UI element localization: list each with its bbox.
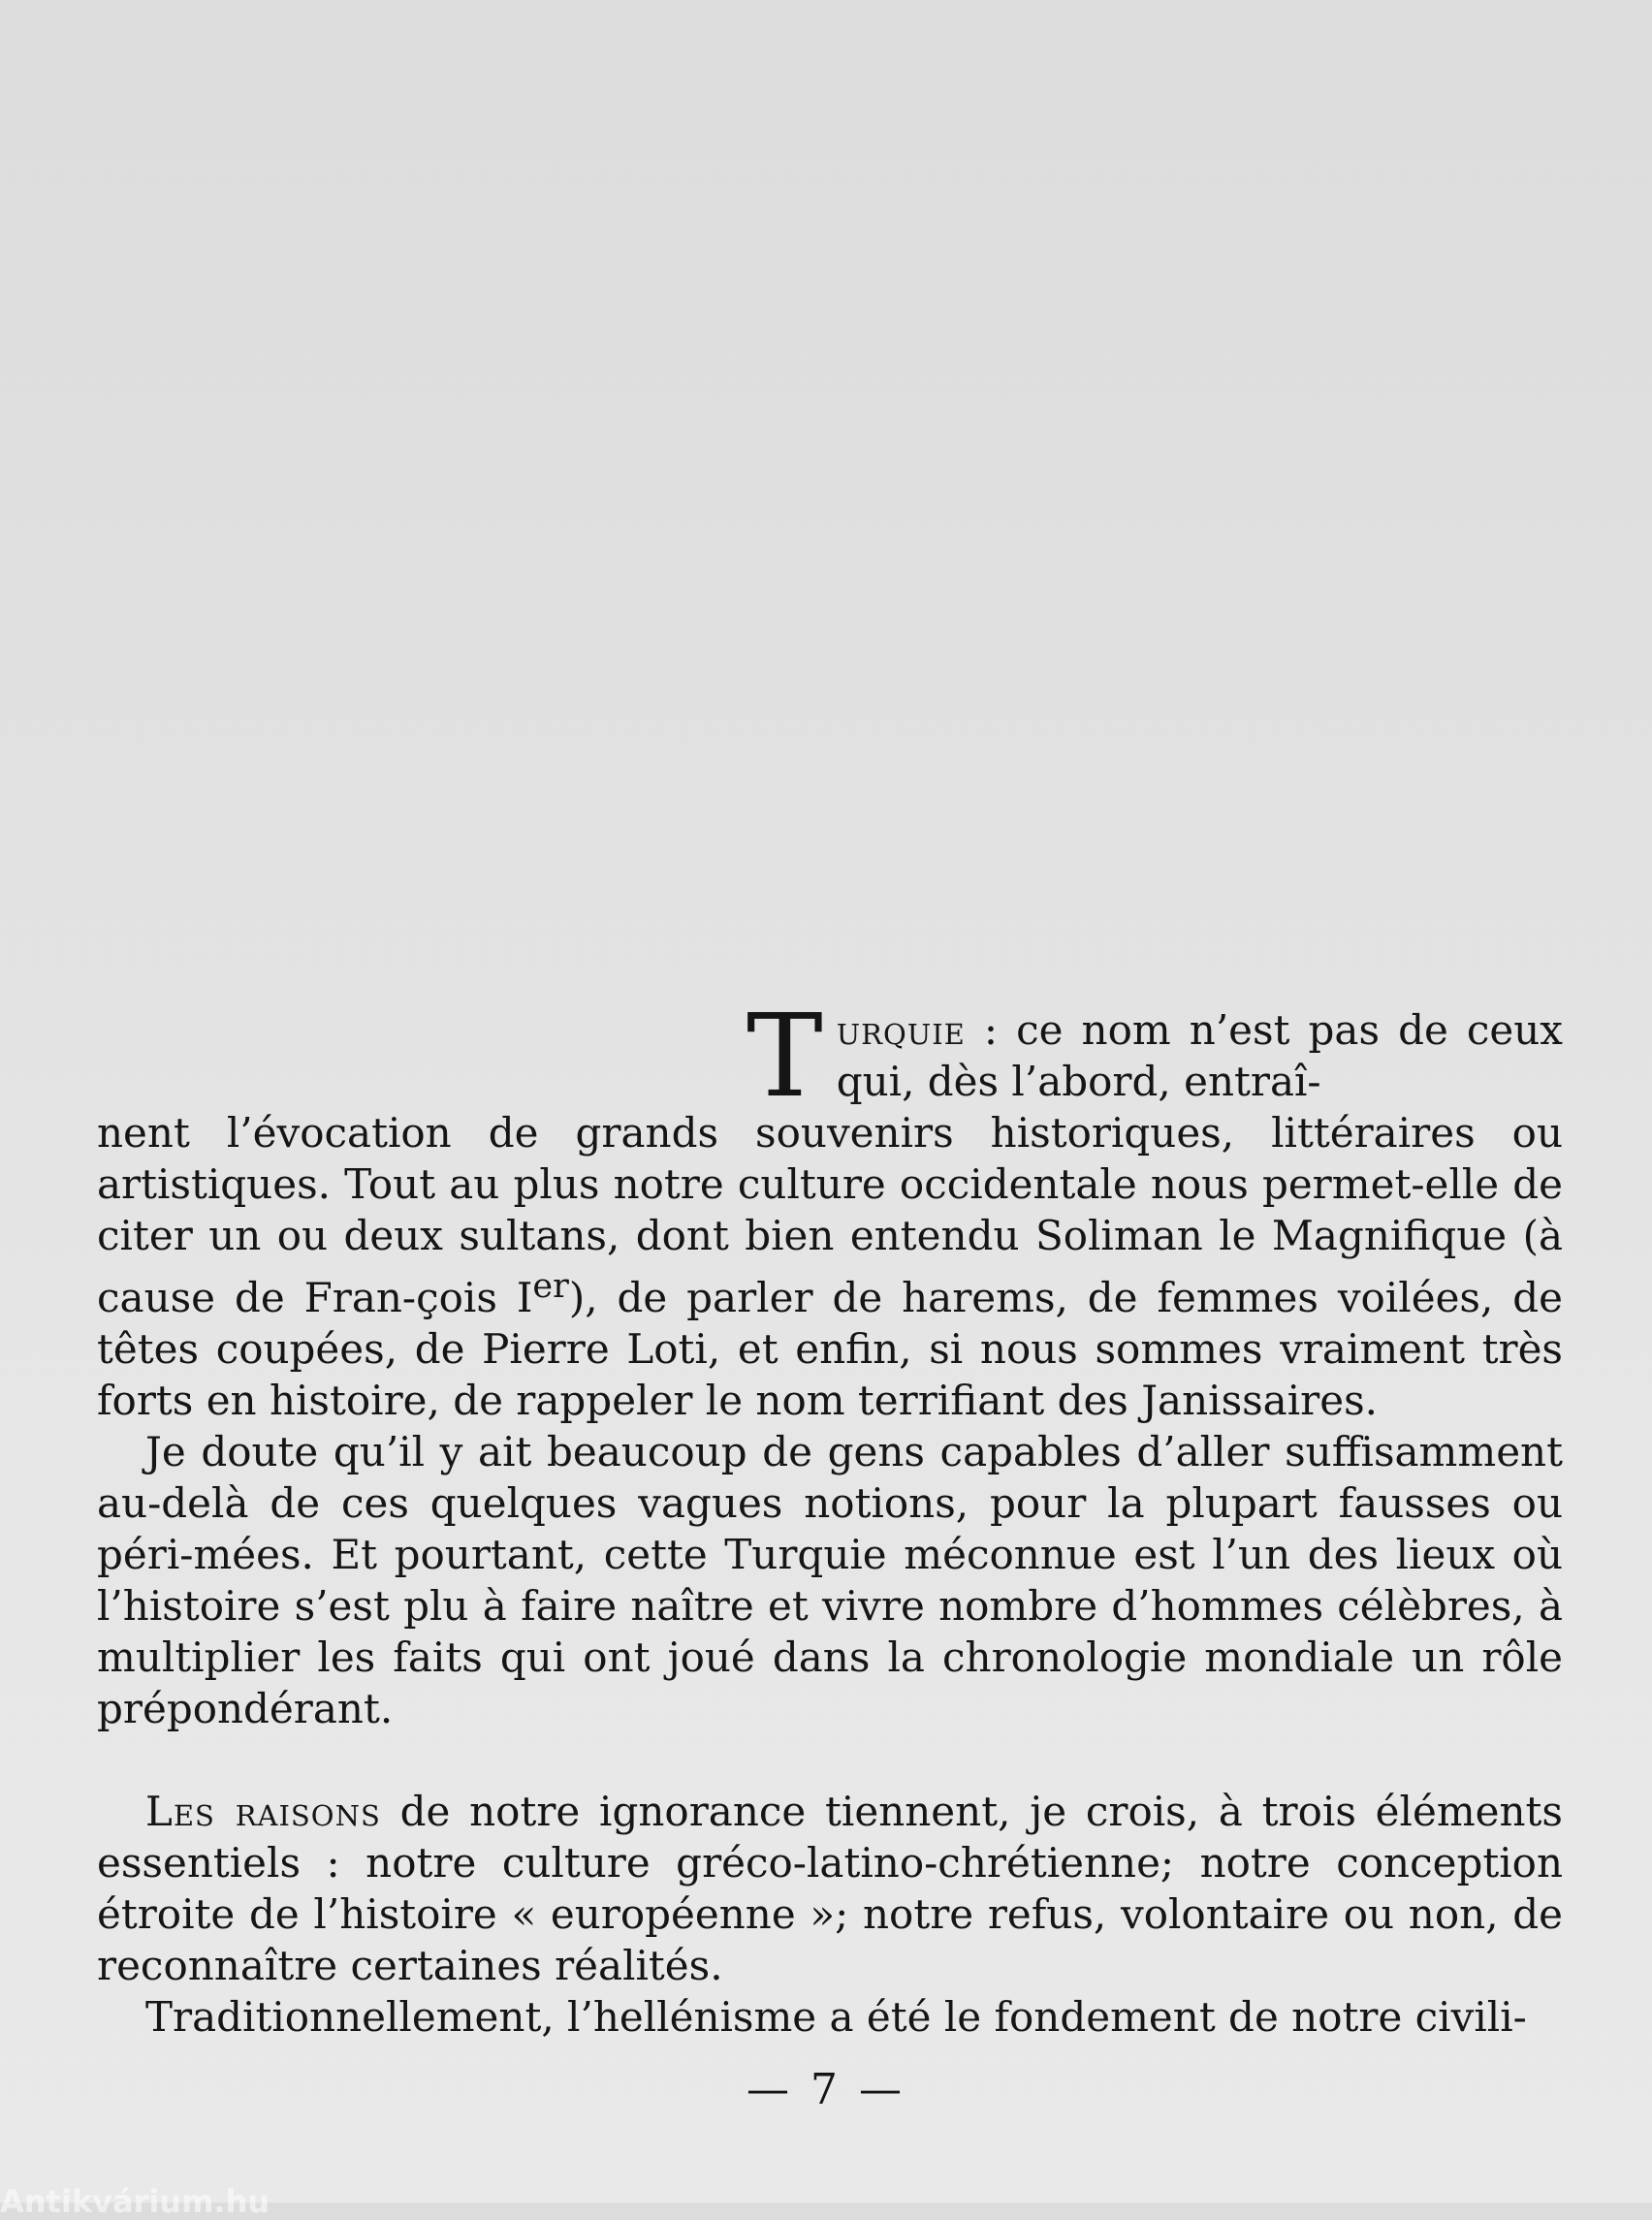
intro-text-rest: nent l’évocation de grands souvenirs historiques, littéraires ou artistiques. Tout au plus notre culture occidentale nous permet-elle de citer un ou deux sultans, dont bien entendu Soliman le Magnifique (à cause de Fran-çois I xyxy=(97,1109,1563,1321)
page-number: — 7 — xyxy=(747,2065,905,2114)
body-text xyxy=(97,989,1563,2043)
section-2-text: de notre ignorance tiennent, je crois, à trois éléments essentiels : notre culture gréco-latino-chrétienne; notre conception étroite de l’histoire « européenne »; notre refus, volontaire ou non, de reconnaître certaines réalités. xyxy=(97,1788,1563,1989)
closing-paragraph: Traditionnellement, l’hellénisme a été le fondement de notre civili- xyxy=(145,1993,1527,2041)
watermark: Antikvárium.hu xyxy=(0,2183,270,2220)
section-2-lead: Les raisons xyxy=(145,1788,381,1835)
paragraph-2: Je doute qu’il y ait beaucoup de gens capables d’aller suffisamment au-delà de ces quelques vagues notions, pour la plupart fausses ou péri-mées. Et pourtant, cette Turquie méconnue est l’un des lieux où l’histoire s’est plu à faire naître et vivre nombre d’hommes célèbres, à multiplier les faits qui ont joué dans la chronologie mondiale un rôle prépondérant. xyxy=(97,1428,1563,1732)
intro-lead-word: urquie xyxy=(836,1006,966,1054)
drop-cap: T xyxy=(747,989,823,1123)
intro-paragraph xyxy=(97,989,1563,1426)
intro-text-first: : ce nom n’est pas de ceux qui, dès l’abord, entraî- xyxy=(836,1006,1563,1105)
section-2-paragraph xyxy=(97,1786,1563,1991)
intro-superscript: er xyxy=(532,1267,569,1306)
intro-text-continuation xyxy=(97,1107,1563,1426)
intro-text-end: ), de parler de harems, de femmes voilées, de têtes coupées, de Pierre Loti, et enfin, si nous sommes vraiment très forts en histoire, de rappeler le nom terrifiant des Janissaires. xyxy=(97,1274,1563,1424)
